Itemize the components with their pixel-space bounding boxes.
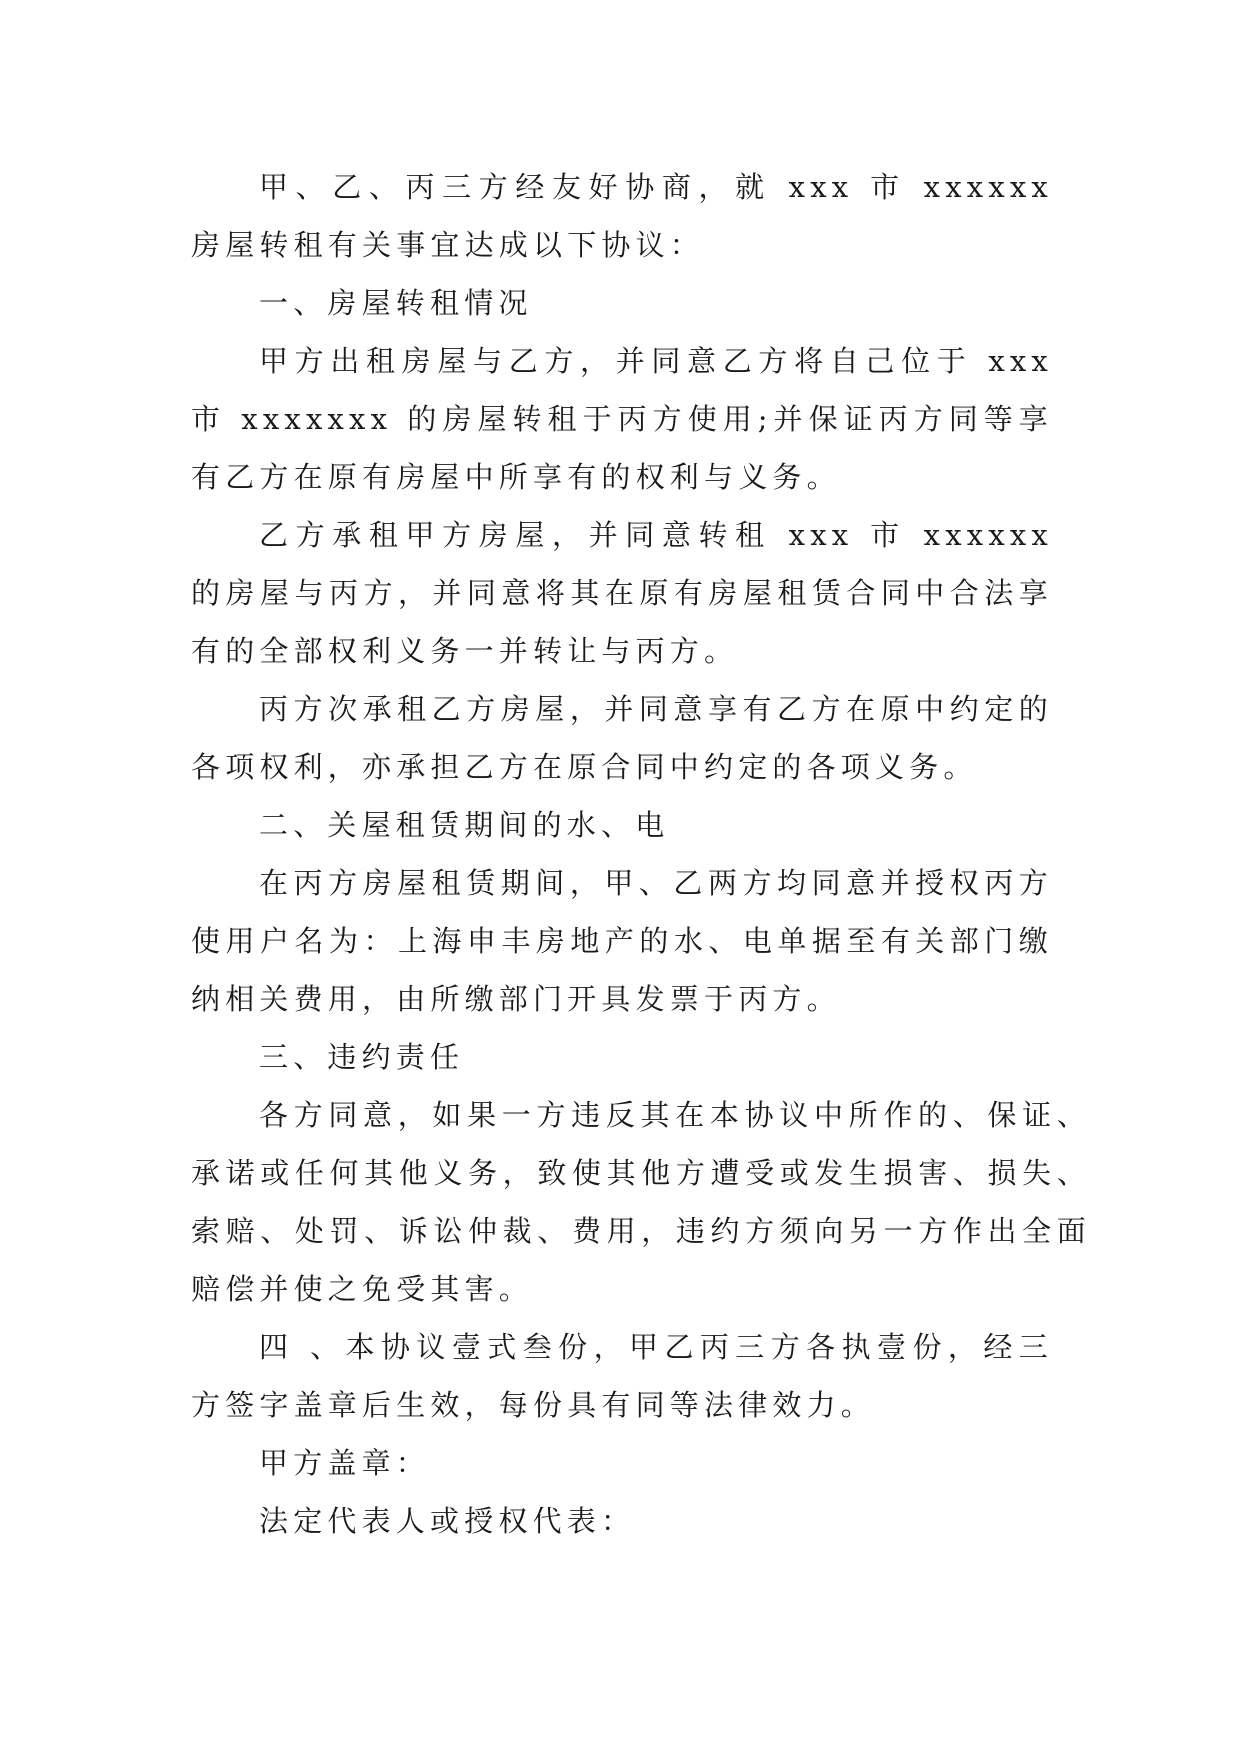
paragraph-utilities: 在丙方房屋租赁期间，甲、乙两方均同意并授权丙方使用户名为：上海申丰房地产的水、电单据至有关部门缴纳相关费用，由所缴部门开具发票于丙方。 [191, 866, 1053, 1016]
paragraph-party-b: 乙方承租甲方房屋，并同意转租 xxx 市 xxxxxx 的房屋与丙方，并同意将其在原有房屋租赁合同中合法享有的全部权利义务一并转让与丙方。 [191, 518, 1053, 668]
paragraph-copies: 四 、本协议壹式叁份，甲乙丙三方各执壹份，经三方签字盖章后生效，每份具有同等法律效力。 [191, 1330, 1053, 1422]
paragraph-breach: 各方同意，如果一方违反其在本协议中所作的、保证、承诺或任何其他义务，致使其他方遭受或发生损害、损失、索赔、处罚、诉讼仲裁、费用，违约方须向另一方作出全面赔偿并使之免受其害。 [191, 1098, 1091, 1306]
document-body [191, 158, 1091, 1550]
heading-section-1: 一、房屋转租情况 [259, 286, 533, 320]
signature-party-a: 甲方盖章： [259, 1446, 431, 1480]
paragraph-intro: 甲、乙、丙三方经友好协商，就 xxx 市 xxxxxx 房屋转租有关事宜达成以下协议： [191, 170, 1053, 262]
paragraph-party-c: 丙方次承租乙方房屋，并同意享有乙方在原中约定的各项权利，亦承担乙方在原合同中约定的各项义务。 [191, 692, 1053, 784]
heading-section-2: 二、关屋租赁期间的水、电 [259, 808, 670, 842]
heading-section-3: 三、违约责任 [259, 1040, 465, 1074]
paragraph-party-a: 甲方出租房屋与乙方，并同意乙方将自己位于 xxx 市 xxxxxxx 的房屋转租于丙方使用;并保证丙方同等享有乙方在原有房屋中所享有的权利与义务。 [191, 344, 1053, 494]
signature-representative: 法定代表人或授权代表： [259, 1504, 636, 1538]
